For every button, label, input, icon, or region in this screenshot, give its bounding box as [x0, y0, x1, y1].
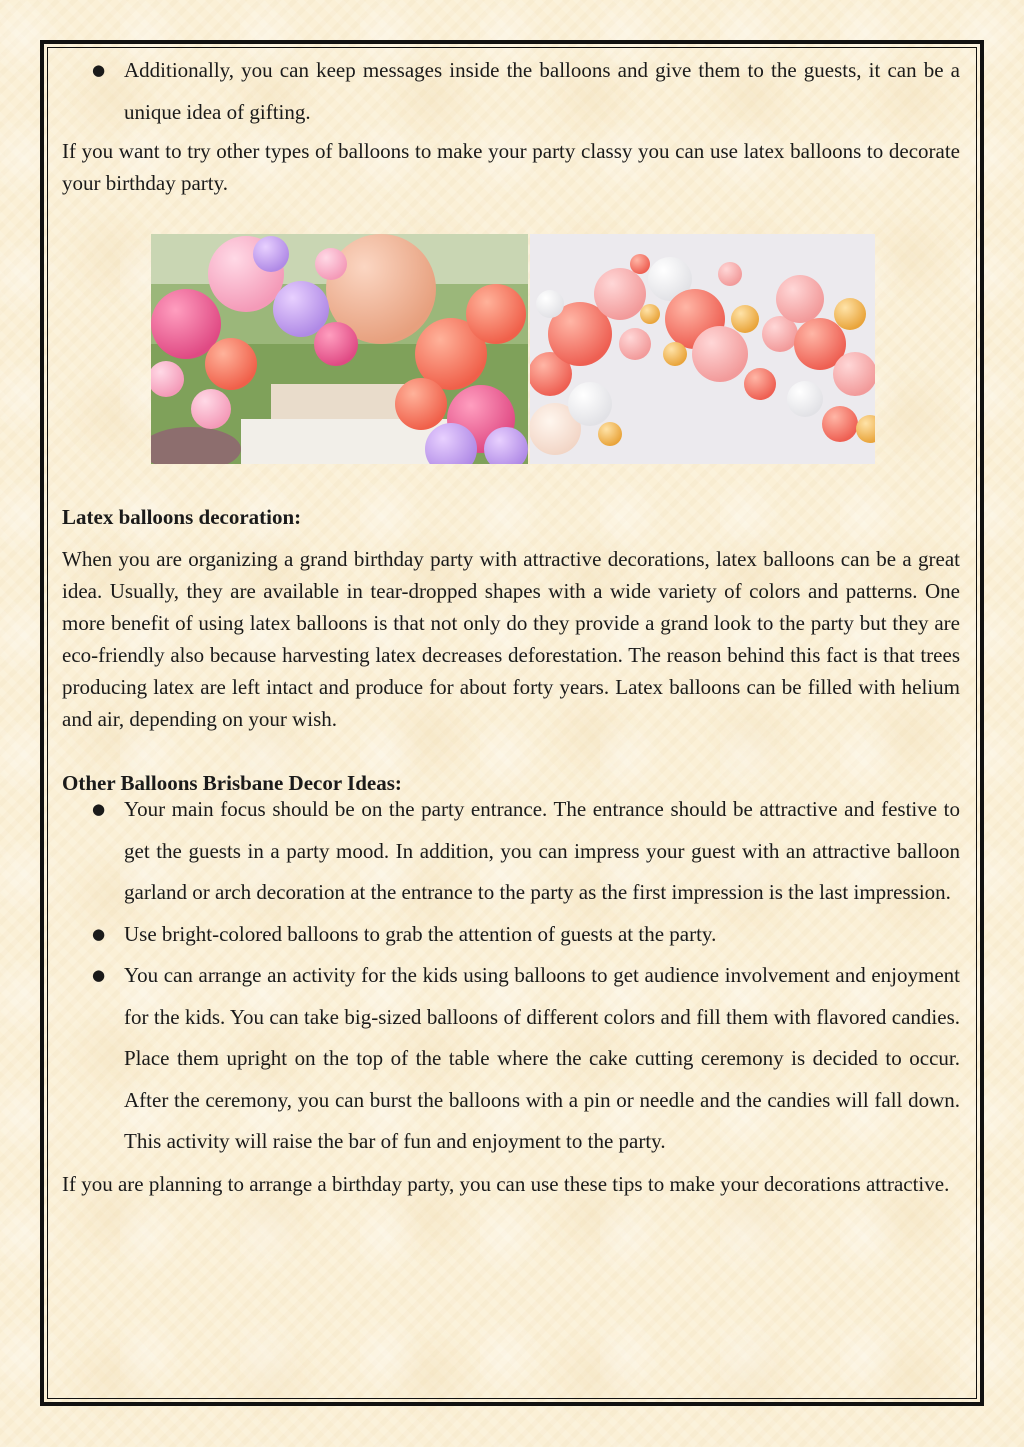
list-item: ● Your main focus should be on the party entrance. The entrance should be attractive and festive to get the guests in a party mood. In addition, you can impress your guest with an attractive balloon garland or arch decoration at the entrance to the party as the first impression is the last impression. — [62, 789, 960, 914]
list-item: ● You can arrange an activity for the kids using balloons to get audience involvement and enjoyment for the kids. You can take big-sized balloons of different colors and fill them with flavored candies. Place them upright on the top of the table where the cake cutting ceremony is decided to occur. After the ceremony, you can burst the balloons with a pin or needle and the candies will fall down. This activity will raise the bar of fun and enjoyment to the party. — [62, 955, 960, 1163]
balloon-table-decoration-photo — [151, 234, 528, 464]
closing-paragraph: If you are planning to arrange a birthday party, you can use these tips to make your decorations attractive. — [62, 1171, 950, 1196]
photo-row — [151, 234, 875, 464]
list-item: ● Use bright-colored balloons to grab the attention of guests at the party. — [62, 914, 960, 956]
section-heading: Other Balloons Brisbane Decor Ideas: — [62, 771, 402, 795]
document-body — [62, 50, 960, 1200]
balloon-garland-photo — [530, 234, 875, 464]
list-item: ● Additionally, you can keep messages inside the balloons and give them to the guests, it can be a unique idea of gifting. — [62, 50, 960, 133]
intro-paragraph: If you want to try other types of balloons to make your party classy you can use latex balloons to decorate your birthday party. — [62, 139, 960, 195]
section-heading: Latex balloons decoration: — [62, 505, 302, 529]
section-paragraph: When you are organizing a grand birthday party with attractive decorations, latex balloons can be a great idea. Usually, they are available in tear-dropped shapes with a wide variety of colors and patterns. One more benefit of using latex balloons is that not only do they provide a grand look to the party but they are eco-friendly also because harvesting latex decreases deforestation. The reason behind this fact is that trees producing latex are left intact and produce for about forty years. Latex balloons can be filled with helium and air, depending on your wish. — [62, 547, 960, 731]
